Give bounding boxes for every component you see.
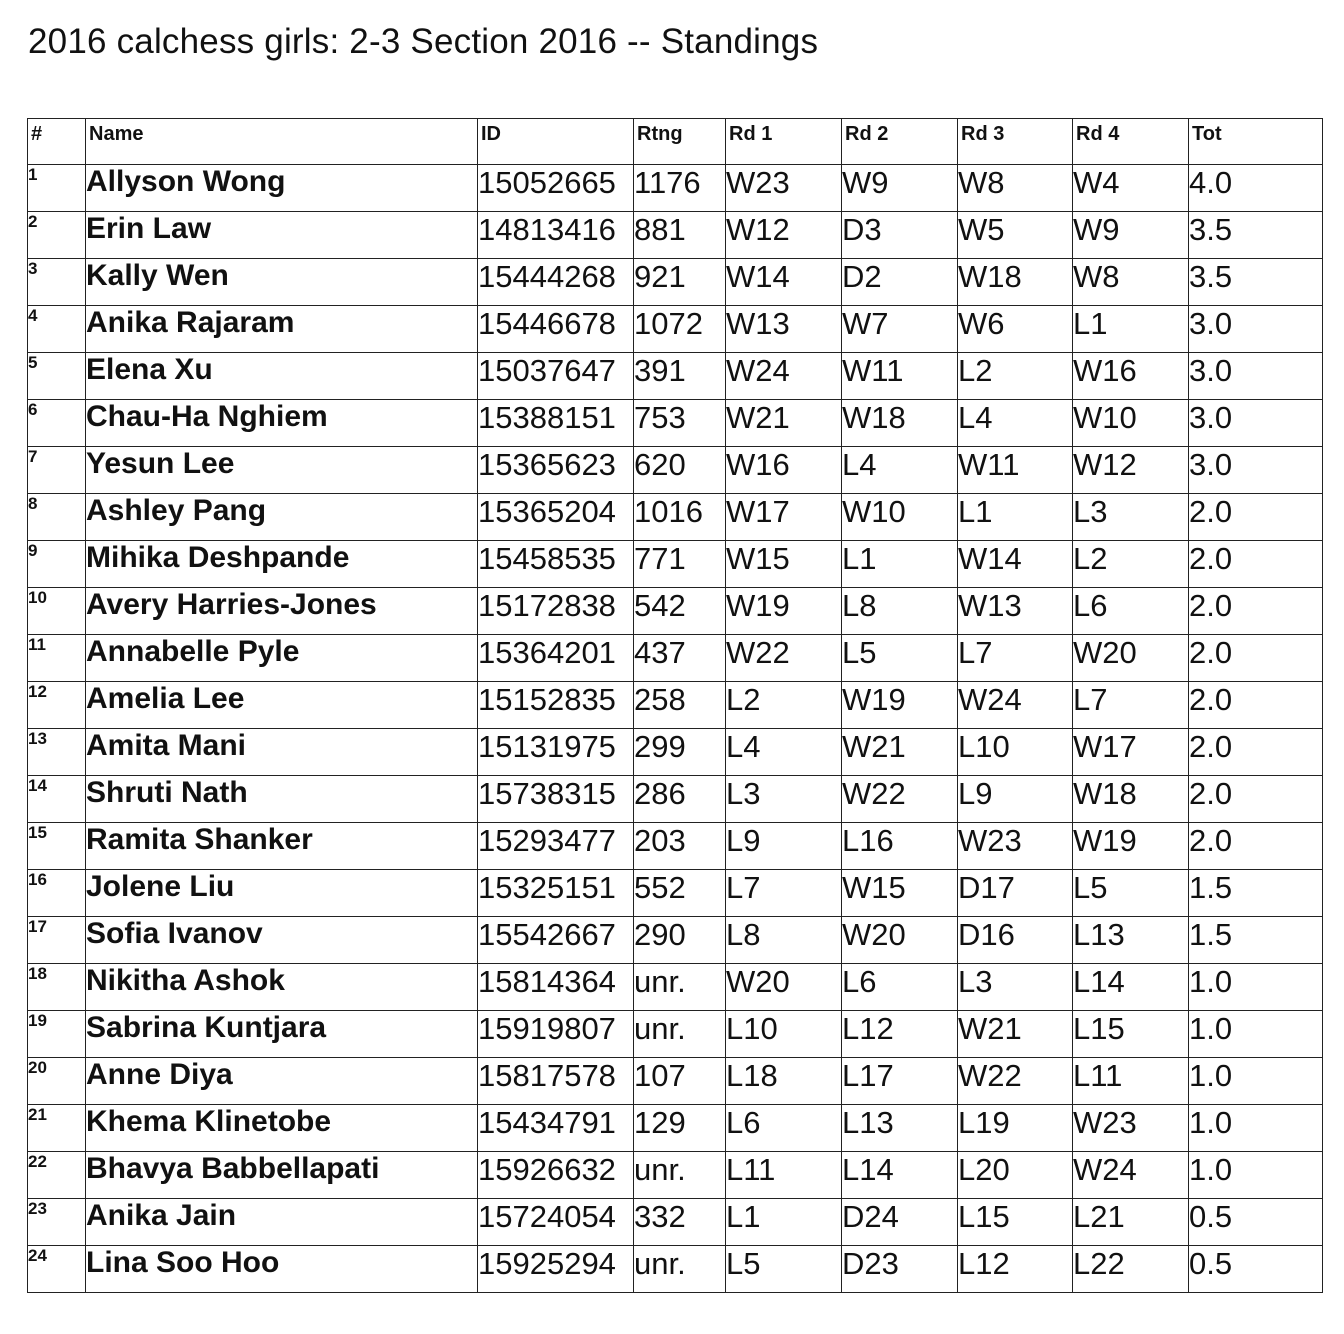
- round-2-cell: W11: [842, 353, 958, 400]
- table-header-row: [28, 119, 1323, 165]
- table-row: [28, 776, 1323, 823]
- name-cell: Sofia Ivanov: [86, 917, 478, 964]
- round-3-cell: W6: [958, 306, 1073, 353]
- rank-cell: 24: [28, 1246, 86, 1293]
- round-1-cell: W21: [726, 400, 842, 447]
- round-2-cell: W15: [842, 870, 958, 917]
- round-1-cell: W17: [726, 494, 842, 541]
- name-cell: Ramita Shanker: [86, 823, 478, 870]
- name-cell: Sabrina Kuntjara: [86, 1011, 478, 1058]
- round-4-cell: W20: [1073, 635, 1189, 682]
- round-1-cell: L1: [726, 1199, 842, 1246]
- rank-cell: 7: [28, 447, 86, 494]
- round-2-cell: W19: [842, 682, 958, 729]
- rank-cell: 16: [28, 870, 86, 917]
- id-cell: 14813416: [478, 212, 634, 259]
- total-cell: 1.0: [1189, 1011, 1323, 1058]
- rating-cell: 881: [634, 212, 726, 259]
- id-cell: 15458535: [478, 541, 634, 588]
- name-cell: Annabelle Pyle: [86, 635, 478, 682]
- name-cell: Mihika Deshpande: [86, 541, 478, 588]
- name-cell: Allyson Wong: [86, 165, 478, 212]
- rating-cell: 332: [634, 1199, 726, 1246]
- rank-cell: 12: [28, 682, 86, 729]
- round-3-cell: L2: [958, 353, 1073, 400]
- total-cell: 3.5: [1189, 259, 1323, 306]
- round-4-cell: L2: [1073, 541, 1189, 588]
- id-cell: 15925294: [478, 1246, 634, 1293]
- total-cell: 2.0: [1189, 729, 1323, 776]
- round-3-cell: W24: [958, 682, 1073, 729]
- round-4-cell: W18: [1073, 776, 1189, 823]
- total-cell: 2.0: [1189, 494, 1323, 541]
- rating-cell: unr.: [634, 1246, 726, 1293]
- table-row: [28, 588, 1323, 635]
- id-cell: 15365623: [478, 447, 634, 494]
- total-cell: 3.0: [1189, 306, 1323, 353]
- id-cell: 15325151: [478, 870, 634, 917]
- id-cell: 15724054: [478, 1199, 634, 1246]
- rating-cell: 391: [634, 353, 726, 400]
- rating-cell: unr.: [634, 1152, 726, 1199]
- table-row: [28, 682, 1323, 729]
- round-2-cell: L4: [842, 447, 958, 494]
- table-row: [28, 447, 1323, 494]
- round-1-cell: W12: [726, 212, 842, 259]
- rating-cell: 286: [634, 776, 726, 823]
- table-row: [28, 1246, 1323, 1293]
- round-2-cell: L1: [842, 541, 958, 588]
- name-cell: Anne Diya: [86, 1058, 478, 1105]
- round-2-cell: L6: [842, 964, 958, 1011]
- column-header-round-4: Rd 4: [1073, 119, 1189, 165]
- round-2-cell: L13: [842, 1105, 958, 1152]
- round-3-cell: L20: [958, 1152, 1073, 1199]
- name-cell: Kally Wen: [86, 259, 478, 306]
- round-3-cell: D16: [958, 917, 1073, 964]
- round-2-cell: W22: [842, 776, 958, 823]
- column-header-id: ID: [478, 119, 634, 165]
- total-cell: 2.0: [1189, 635, 1323, 682]
- column-header-total: Tot: [1189, 119, 1323, 165]
- id-cell: 15446678: [478, 306, 634, 353]
- table-row: [28, 870, 1323, 917]
- id-cell: 15152835: [478, 682, 634, 729]
- round-1-cell: L5: [726, 1246, 842, 1293]
- table-row: [28, 964, 1323, 1011]
- id-cell: 15434791: [478, 1105, 634, 1152]
- rank-cell: 19: [28, 1011, 86, 1058]
- column-header-rank: #: [28, 119, 86, 165]
- total-cell: 3.0: [1189, 447, 1323, 494]
- id-cell: 15919807: [478, 1011, 634, 1058]
- round-1-cell: L9: [726, 823, 842, 870]
- round-4-cell: L13: [1073, 917, 1189, 964]
- rank-cell: 17: [28, 917, 86, 964]
- rating-cell: unr.: [634, 1011, 726, 1058]
- column-header-name: Name: [86, 119, 478, 165]
- table-row: [28, 494, 1323, 541]
- total-cell: 1.5: [1189, 870, 1323, 917]
- name-cell: Bhavya Babbellapati: [86, 1152, 478, 1199]
- round-1-cell: L2: [726, 682, 842, 729]
- total-cell: 4.0: [1189, 165, 1323, 212]
- total-cell: 0.5: [1189, 1246, 1323, 1293]
- total-cell: 2.0: [1189, 823, 1323, 870]
- rank-cell: 15: [28, 823, 86, 870]
- round-4-cell: L21: [1073, 1199, 1189, 1246]
- total-cell: 3.0: [1189, 353, 1323, 400]
- round-1-cell: W23: [726, 165, 842, 212]
- id-cell: 15364201: [478, 635, 634, 682]
- name-cell: Lina Soo Hoo: [86, 1246, 478, 1293]
- round-4-cell: L22: [1073, 1246, 1189, 1293]
- round-3-cell: W21: [958, 1011, 1073, 1058]
- column-header-round-3: Rd 3: [958, 119, 1073, 165]
- table-body: [28, 165, 1323, 1293]
- round-1-cell: W19: [726, 588, 842, 635]
- id-cell: 15542667: [478, 917, 634, 964]
- column-header-round-1: Rd 1: [726, 119, 842, 165]
- round-2-cell: W9: [842, 165, 958, 212]
- table-row: [28, 1152, 1323, 1199]
- round-3-cell: W23: [958, 823, 1073, 870]
- table-row: [28, 917, 1323, 964]
- total-cell: 1.0: [1189, 1058, 1323, 1105]
- rank-cell: 11: [28, 635, 86, 682]
- id-cell: 15388151: [478, 400, 634, 447]
- table-row: [28, 1058, 1323, 1105]
- table-row: [28, 306, 1323, 353]
- round-1-cell: W24: [726, 353, 842, 400]
- rating-cell: 107: [634, 1058, 726, 1105]
- total-cell: 1.5: [1189, 917, 1323, 964]
- round-4-cell: W9: [1073, 212, 1189, 259]
- round-3-cell: L1: [958, 494, 1073, 541]
- round-1-cell: W22: [726, 635, 842, 682]
- round-2-cell: L14: [842, 1152, 958, 1199]
- round-3-cell: L15: [958, 1199, 1073, 1246]
- round-2-cell: L16: [842, 823, 958, 870]
- name-cell: Amita Mani: [86, 729, 478, 776]
- round-2-cell: L5: [842, 635, 958, 682]
- round-4-cell: W23: [1073, 1105, 1189, 1152]
- id-cell: 15926632: [478, 1152, 634, 1199]
- round-3-cell: L3: [958, 964, 1073, 1011]
- round-4-cell: L14: [1073, 964, 1189, 1011]
- round-1-cell: W13: [726, 306, 842, 353]
- name-cell: Elena Xu: [86, 353, 478, 400]
- round-3-cell: W13: [958, 588, 1073, 635]
- round-2-cell: W20: [842, 917, 958, 964]
- id-cell: 15131975: [478, 729, 634, 776]
- table-row: [28, 165, 1323, 212]
- total-cell: 1.0: [1189, 1105, 1323, 1152]
- rank-cell: 4: [28, 306, 86, 353]
- round-4-cell: L6: [1073, 588, 1189, 635]
- round-3-cell: L19: [958, 1105, 1073, 1152]
- total-cell: 2.0: [1189, 588, 1323, 635]
- table-row: [28, 1011, 1323, 1058]
- id-cell: 15444268: [478, 259, 634, 306]
- round-2-cell: D3: [842, 212, 958, 259]
- round-3-cell: W18: [958, 259, 1073, 306]
- rating-cell: 299: [634, 729, 726, 776]
- rank-cell: 9: [28, 541, 86, 588]
- round-1-cell: W16: [726, 447, 842, 494]
- round-3-cell: L9: [958, 776, 1073, 823]
- rank-cell: 23: [28, 1199, 86, 1246]
- round-4-cell: W12: [1073, 447, 1189, 494]
- round-1-cell: L4: [726, 729, 842, 776]
- round-4-cell: L5: [1073, 870, 1189, 917]
- name-cell: Nikitha Ashok: [86, 964, 478, 1011]
- round-4-cell: W19: [1073, 823, 1189, 870]
- name-cell: Amelia Lee: [86, 682, 478, 729]
- rank-cell: 18: [28, 964, 86, 1011]
- round-3-cell: L4: [958, 400, 1073, 447]
- round-3-cell: W22: [958, 1058, 1073, 1105]
- name-cell: Ashley Pang: [86, 494, 478, 541]
- round-4-cell: L15: [1073, 1011, 1189, 1058]
- rank-cell: 10: [28, 588, 86, 635]
- standings-table: [27, 118, 1323, 1293]
- total-cell: 2.0: [1189, 541, 1323, 588]
- rank-cell: 2: [28, 212, 86, 259]
- round-2-cell: L8: [842, 588, 958, 635]
- table-row: [28, 1199, 1323, 1246]
- rating-cell: 129: [634, 1105, 726, 1152]
- rating-cell: 1072: [634, 306, 726, 353]
- total-cell: 1.0: [1189, 964, 1323, 1011]
- round-2-cell: D24: [842, 1199, 958, 1246]
- round-3-cell: W8: [958, 165, 1073, 212]
- column-header-rating: Rtng: [634, 119, 726, 165]
- id-cell: 15037647: [478, 353, 634, 400]
- id-cell: 15172838: [478, 588, 634, 635]
- total-cell: 0.5: [1189, 1199, 1323, 1246]
- rating-cell: unr.: [634, 964, 726, 1011]
- rating-cell: 437: [634, 635, 726, 682]
- round-4-cell: L11: [1073, 1058, 1189, 1105]
- round-1-cell: L3: [726, 776, 842, 823]
- total-cell: 1.0: [1189, 1152, 1323, 1199]
- round-1-cell: L7: [726, 870, 842, 917]
- total-cell: 2.0: [1189, 682, 1323, 729]
- round-1-cell: W15: [726, 541, 842, 588]
- round-2-cell: W10: [842, 494, 958, 541]
- round-2-cell: L17: [842, 1058, 958, 1105]
- round-2-cell: L12: [842, 1011, 958, 1058]
- rating-cell: 620: [634, 447, 726, 494]
- total-cell: 3.0: [1189, 400, 1323, 447]
- table-row: [28, 635, 1323, 682]
- table-row: [28, 400, 1323, 447]
- rank-cell: 13: [28, 729, 86, 776]
- column-header-round-2: Rd 2: [842, 119, 958, 165]
- rank-cell: 22: [28, 1152, 86, 1199]
- round-1-cell: L8: [726, 917, 842, 964]
- id-cell: 15052665: [478, 165, 634, 212]
- round-1-cell: W20: [726, 964, 842, 1011]
- round-3-cell: W11: [958, 447, 1073, 494]
- table-row: [28, 541, 1323, 588]
- round-1-cell: W14: [726, 259, 842, 306]
- round-1-cell: L18: [726, 1058, 842, 1105]
- rank-cell: 3: [28, 259, 86, 306]
- round-3-cell: D17: [958, 870, 1073, 917]
- id-cell: 15293477: [478, 823, 634, 870]
- id-cell: 15365204: [478, 494, 634, 541]
- round-4-cell: W8: [1073, 259, 1189, 306]
- rating-cell: 753: [634, 400, 726, 447]
- rating-cell: 552: [634, 870, 726, 917]
- round-3-cell: W5: [958, 212, 1073, 259]
- rank-cell: 6: [28, 400, 86, 447]
- page-title: 2016 calchess girls: 2-3 Section 2016 -- Standings: [28, 22, 819, 61]
- rating-cell: 542: [634, 588, 726, 635]
- round-3-cell: W14: [958, 541, 1073, 588]
- name-cell: Erin Law: [86, 212, 478, 259]
- round-1-cell: L6: [726, 1105, 842, 1152]
- id-cell: 15814364: [478, 964, 634, 1011]
- rating-cell: 290: [634, 917, 726, 964]
- name-cell: Avery Harries-Jones: [86, 588, 478, 635]
- round-3-cell: L7: [958, 635, 1073, 682]
- round-4-cell: W10: [1073, 400, 1189, 447]
- id-cell: 15738315: [478, 776, 634, 823]
- table-row: [28, 729, 1323, 776]
- round-2-cell: D23: [842, 1246, 958, 1293]
- rank-cell: 8: [28, 494, 86, 541]
- round-4-cell: L1: [1073, 306, 1189, 353]
- name-cell: Chau-Ha Nghiem: [86, 400, 478, 447]
- round-1-cell: L10: [726, 1011, 842, 1058]
- rating-cell: 921: [634, 259, 726, 306]
- round-4-cell: L7: [1073, 682, 1189, 729]
- round-3-cell: L10: [958, 729, 1073, 776]
- rank-cell: 1: [28, 165, 86, 212]
- rank-cell: 20: [28, 1058, 86, 1105]
- total-cell: 3.5: [1189, 212, 1323, 259]
- name-cell: Yesun Lee: [86, 447, 478, 494]
- round-4-cell: W24: [1073, 1152, 1189, 1199]
- id-cell: 15817578: [478, 1058, 634, 1105]
- rating-cell: 1016: [634, 494, 726, 541]
- round-2-cell: D2: [842, 259, 958, 306]
- name-cell: Anika Jain: [86, 1199, 478, 1246]
- round-4-cell: W16: [1073, 353, 1189, 400]
- name-cell: Jolene Liu: [86, 870, 478, 917]
- name-cell: Shruti Nath: [86, 776, 478, 823]
- table-row: [28, 212, 1323, 259]
- rank-cell: 5: [28, 353, 86, 400]
- table-row: [28, 823, 1323, 870]
- rank-cell: 14: [28, 776, 86, 823]
- rating-cell: 203: [634, 823, 726, 870]
- round-1-cell: L11: [726, 1152, 842, 1199]
- round-4-cell: L3: [1073, 494, 1189, 541]
- rating-cell: 1176: [634, 165, 726, 212]
- round-2-cell: W18: [842, 400, 958, 447]
- table-row: [28, 353, 1323, 400]
- total-cell: 2.0: [1189, 776, 1323, 823]
- rank-cell: 21: [28, 1105, 86, 1152]
- table-row: [28, 1105, 1323, 1152]
- name-cell: Khema Klinetobe: [86, 1105, 478, 1152]
- round-2-cell: W21: [842, 729, 958, 776]
- round-2-cell: W7: [842, 306, 958, 353]
- round-4-cell: W17: [1073, 729, 1189, 776]
- round-4-cell: W4: [1073, 165, 1189, 212]
- rating-cell: 771: [634, 541, 726, 588]
- round-3-cell: L12: [958, 1246, 1073, 1293]
- rating-cell: 258: [634, 682, 726, 729]
- table-row: [28, 259, 1323, 306]
- name-cell: Anika Rajaram: [86, 306, 478, 353]
